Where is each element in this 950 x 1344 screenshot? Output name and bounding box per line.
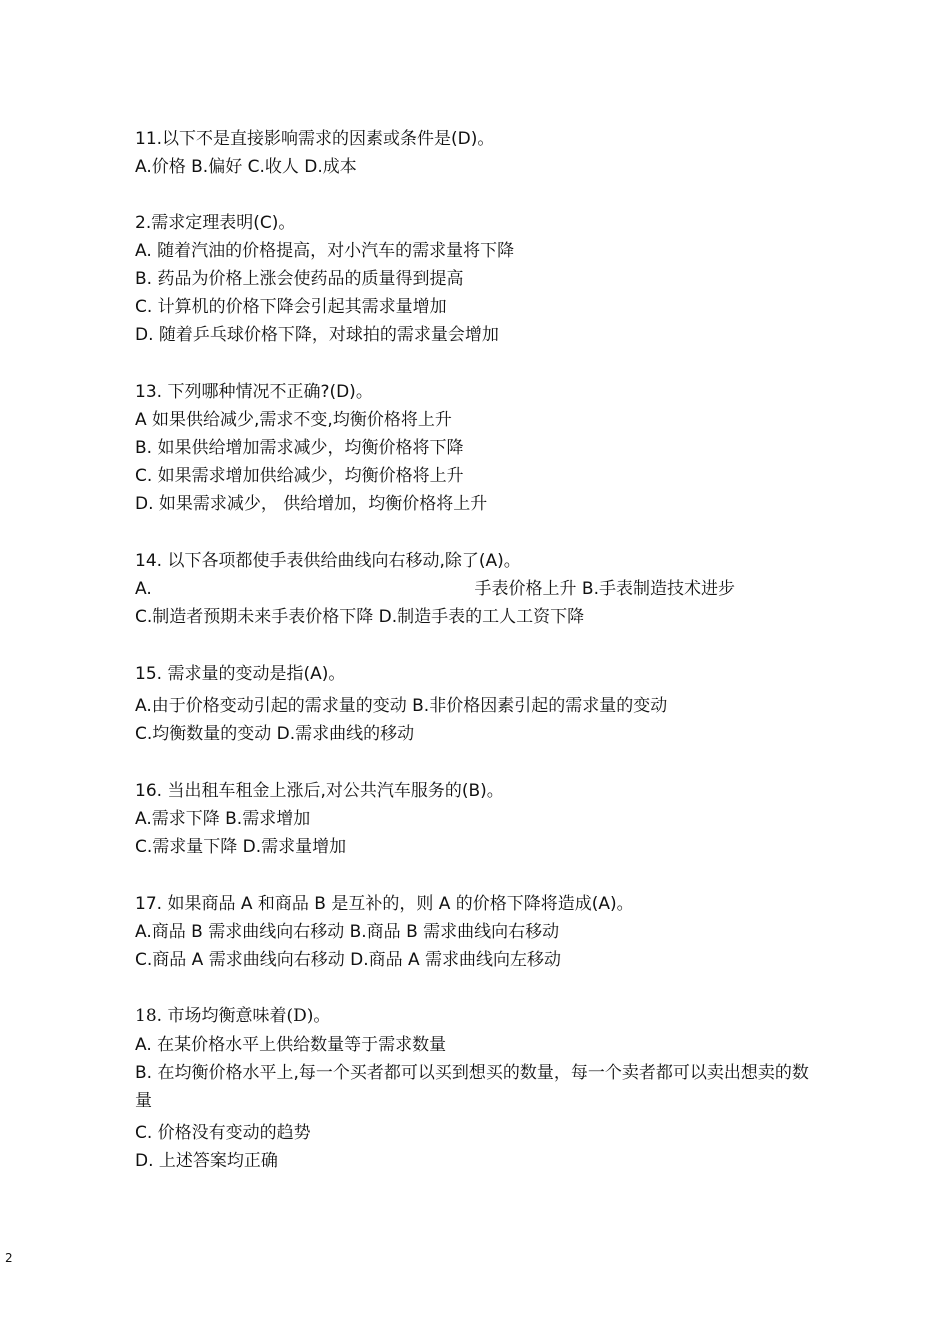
question-18-option-a: A. 在某价格水平上供给数量等于需求数量 (135, 1035, 447, 1055)
question-11-options: A.价格 B.偏好 C.收人 D.成本 (135, 157, 357, 177)
question-17-options-cd: C.商品 A 需求曲线向右移动 D.商品 A 需求曲线向左移动 (135, 950, 562, 970)
question-14-options-cd: C.制造者预期未来手表价格下降 D.制造手表的工人工资下降 (135, 607, 585, 627)
question-15-options-cd: C.均衡数量的变动 D.需求曲线的移动 (135, 724, 415, 744)
page-number: 2 (5, 1251, 13, 1265)
question-14-stem: 14. 以下各项都使手表供给曲线向右移动,除了(A)。 (135, 551, 521, 571)
question-18-option-b: B. 在均衡价格水平上,每一个买者都可以买到想买的数量，每一个卖者都可以卖出想卖的数量 (135, 1063, 809, 1111)
question-18-stem: 18. 市场均衡意味着(D)。 (135, 1006, 331, 1026)
question-15-options-ab: A.由于价格变动引起的需求量的变动 B.非价格因素引起的需求量的变动 (135, 696, 668, 716)
question-2-option-b: B. 药品为价格上涨会使药品的质量得到提高 (135, 269, 464, 289)
question-16-options-ab: A.需求下降 B.需求增加 (135, 809, 311, 829)
question-14-option-a-letter: A. (135, 579, 152, 599)
question-11-stem: 11.以下不是直接影响需求的因素或条件是(D)。 (135, 129, 495, 149)
question-13-stem: 13. 下列哪种情况不正确?(D)。 (135, 382, 373, 402)
question-16-options-cd: C.需求量下降 D.需求量增加 (135, 837, 347, 857)
question-14-option-a-text: 手表价格上升 B.手表制造技术进步 (474, 579, 735, 599)
question-14-options-ab (135, 577, 735, 601)
question-18-option-c: C. 价格没有变动的趋势 (135, 1123, 311, 1143)
question-13-option-d: D. 如果需求减少， 供给增加，均衡价格将上升 (135, 494, 488, 514)
question-2-option-a: A. 随着汽油的价格提高，对小汽车的需求量将下降 (135, 241, 515, 261)
question-17-options-ab: A.商品 B 需求曲线向右移动 B.商品 B 需求曲线向右移动 (135, 922, 560, 942)
question-15-stem: 15. 需求量的变动是指(A)。 (135, 664, 346, 684)
question-17-stem: 17. 如果商品 A 和商品 B 是互补的，则 A 的价格下降将造成(A)。 (135, 894, 634, 914)
question-2-option-c: C. 计算机的价格下降会引起其需求量增加 (135, 297, 447, 317)
question-18-option-d: D. 上述答案均正确 (135, 1151, 278, 1171)
question-2-stem: 2.需求定理表明(C)。 (135, 213, 296, 233)
question-2-option-d: D. 随着乒乓球价格下降，对球拍的需求量会增加 (135, 325, 499, 345)
question-13-option-b: B. 如果供给增加需求减少，均衡价格将下降 (135, 438, 464, 458)
question-16-stem: 16. 当出租车租金上涨后,对公共汽车服务的(B)。 (135, 781, 504, 801)
question-13-option-c: C. 如果需求增加供给减少，均衡价格将上升 (135, 466, 464, 486)
question-13-option-a: A 如果供给减少,需求不变,均衡价格将上升 (135, 410, 452, 430)
